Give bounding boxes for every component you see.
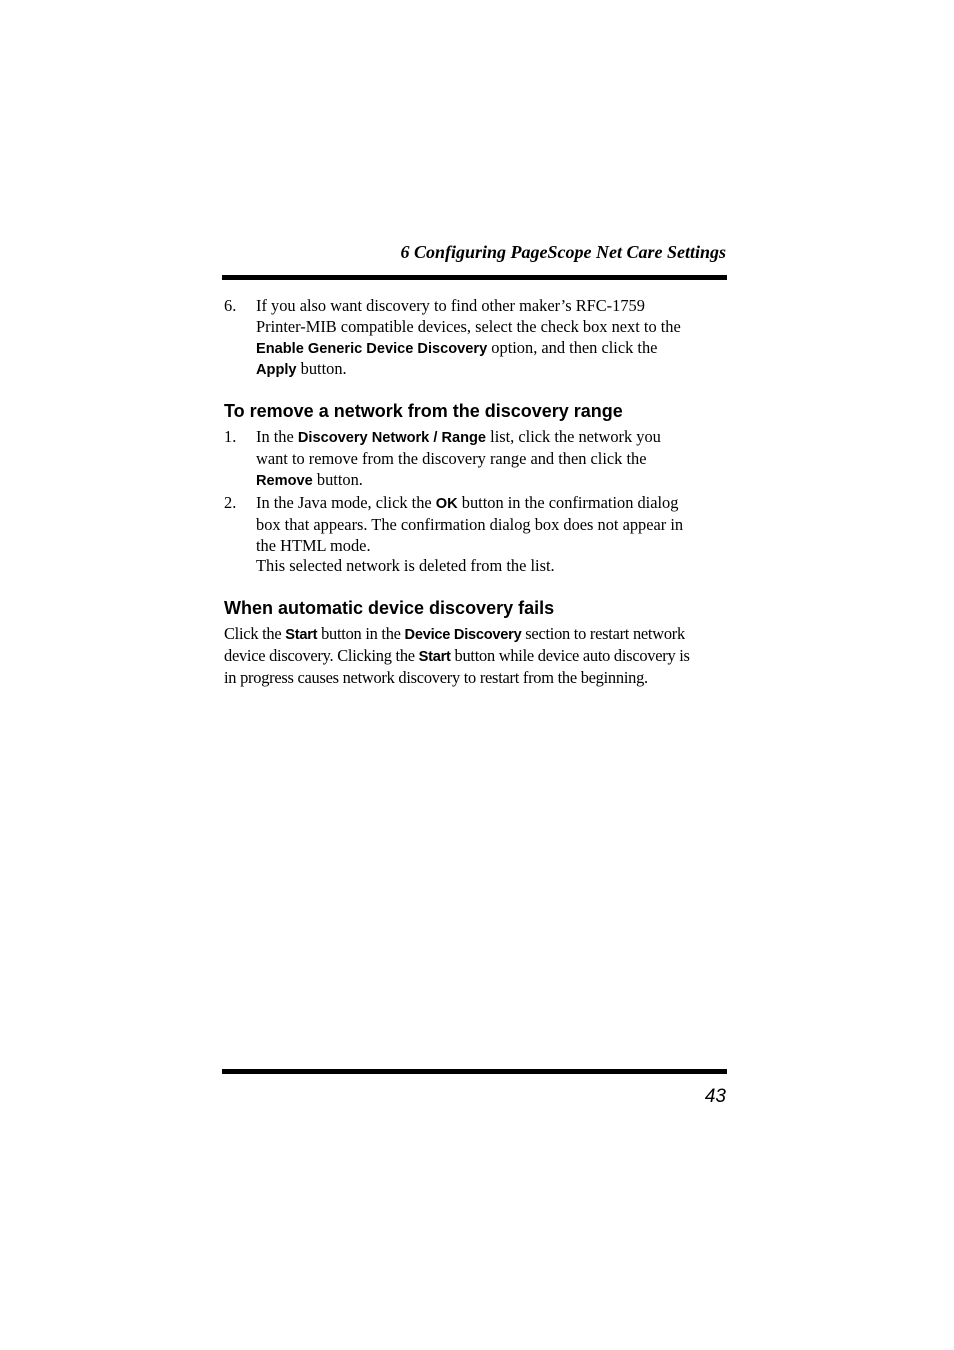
text-line xyxy=(256,359,726,381)
step-number: 1. xyxy=(224,427,237,446)
text-line: Printer-MIB compatible devices, select the check box next to the xyxy=(256,316,681,336)
text-line: want to remove from the discovery range and then click the xyxy=(256,448,647,468)
section-heading-remove-network: To remove a network from the discovery range xyxy=(224,401,623,421)
text-fragment: option, and then click the xyxy=(487,337,658,357)
ui-term-apply: Apply xyxy=(256,362,297,379)
text-line: in progress causes network discovery to restart from the beginning. xyxy=(224,667,648,687)
text-fragment: button in the confirmation dialog xyxy=(457,493,679,512)
step-text xyxy=(256,427,726,491)
text-line xyxy=(256,338,726,360)
header-rule xyxy=(222,275,727,280)
footer-rule xyxy=(222,1069,727,1074)
text-fragment: button. xyxy=(296,359,347,379)
text-fragment: button in the xyxy=(317,624,405,643)
ui-term-device-discovery: Device Discovery xyxy=(404,627,522,643)
text-fragment: list, click the network you xyxy=(486,427,661,446)
text-fragment: In the Java mode, click the xyxy=(256,493,436,512)
section-heading-discovery-fails: When automatic device discovery fails xyxy=(224,598,555,618)
text-line: If you also want discovery to find other maker’s RFC-1759 xyxy=(256,296,645,315)
text-fragment: section to restart network xyxy=(521,624,685,643)
step-text xyxy=(256,493,726,577)
step-number: 2. xyxy=(224,493,237,512)
ui-term-enable-generic-device-discovery: Enable Generic Device Discovery xyxy=(256,340,488,357)
text-line xyxy=(256,470,726,492)
ui-term-start: Start xyxy=(418,648,451,665)
discovery-fails-paragraph xyxy=(224,624,726,688)
text-line xyxy=(224,646,726,668)
text-line: box that appears. The confirmation dialog box does not appear in xyxy=(256,514,684,534)
ui-term-ok: OK xyxy=(435,496,458,512)
text-fragment: Click the xyxy=(224,624,286,643)
text-line: the HTML mode. xyxy=(256,535,371,555)
text-line: This selected network is deleted from the list. xyxy=(256,556,555,576)
text-fragment: button while device auto discovery is xyxy=(450,645,690,665)
step-text xyxy=(256,296,726,381)
ui-term-discovery-network-range: Discovery Network / Range xyxy=(297,430,487,446)
text-fragment: button. xyxy=(312,469,363,489)
text-fragment: device discovery. Clicking the xyxy=(224,645,419,665)
ui-term-remove: Remove xyxy=(256,472,313,489)
text-line xyxy=(224,624,726,646)
ui-term-start: Start xyxy=(285,627,318,643)
page-number: 43 xyxy=(704,1086,726,1107)
running-header: 6 Configuring PageScope Net Care Settings xyxy=(400,242,726,262)
step-number: 6. xyxy=(224,296,237,315)
text-line xyxy=(256,493,726,515)
text-fragment: In the xyxy=(256,427,298,446)
text-line xyxy=(256,427,726,449)
